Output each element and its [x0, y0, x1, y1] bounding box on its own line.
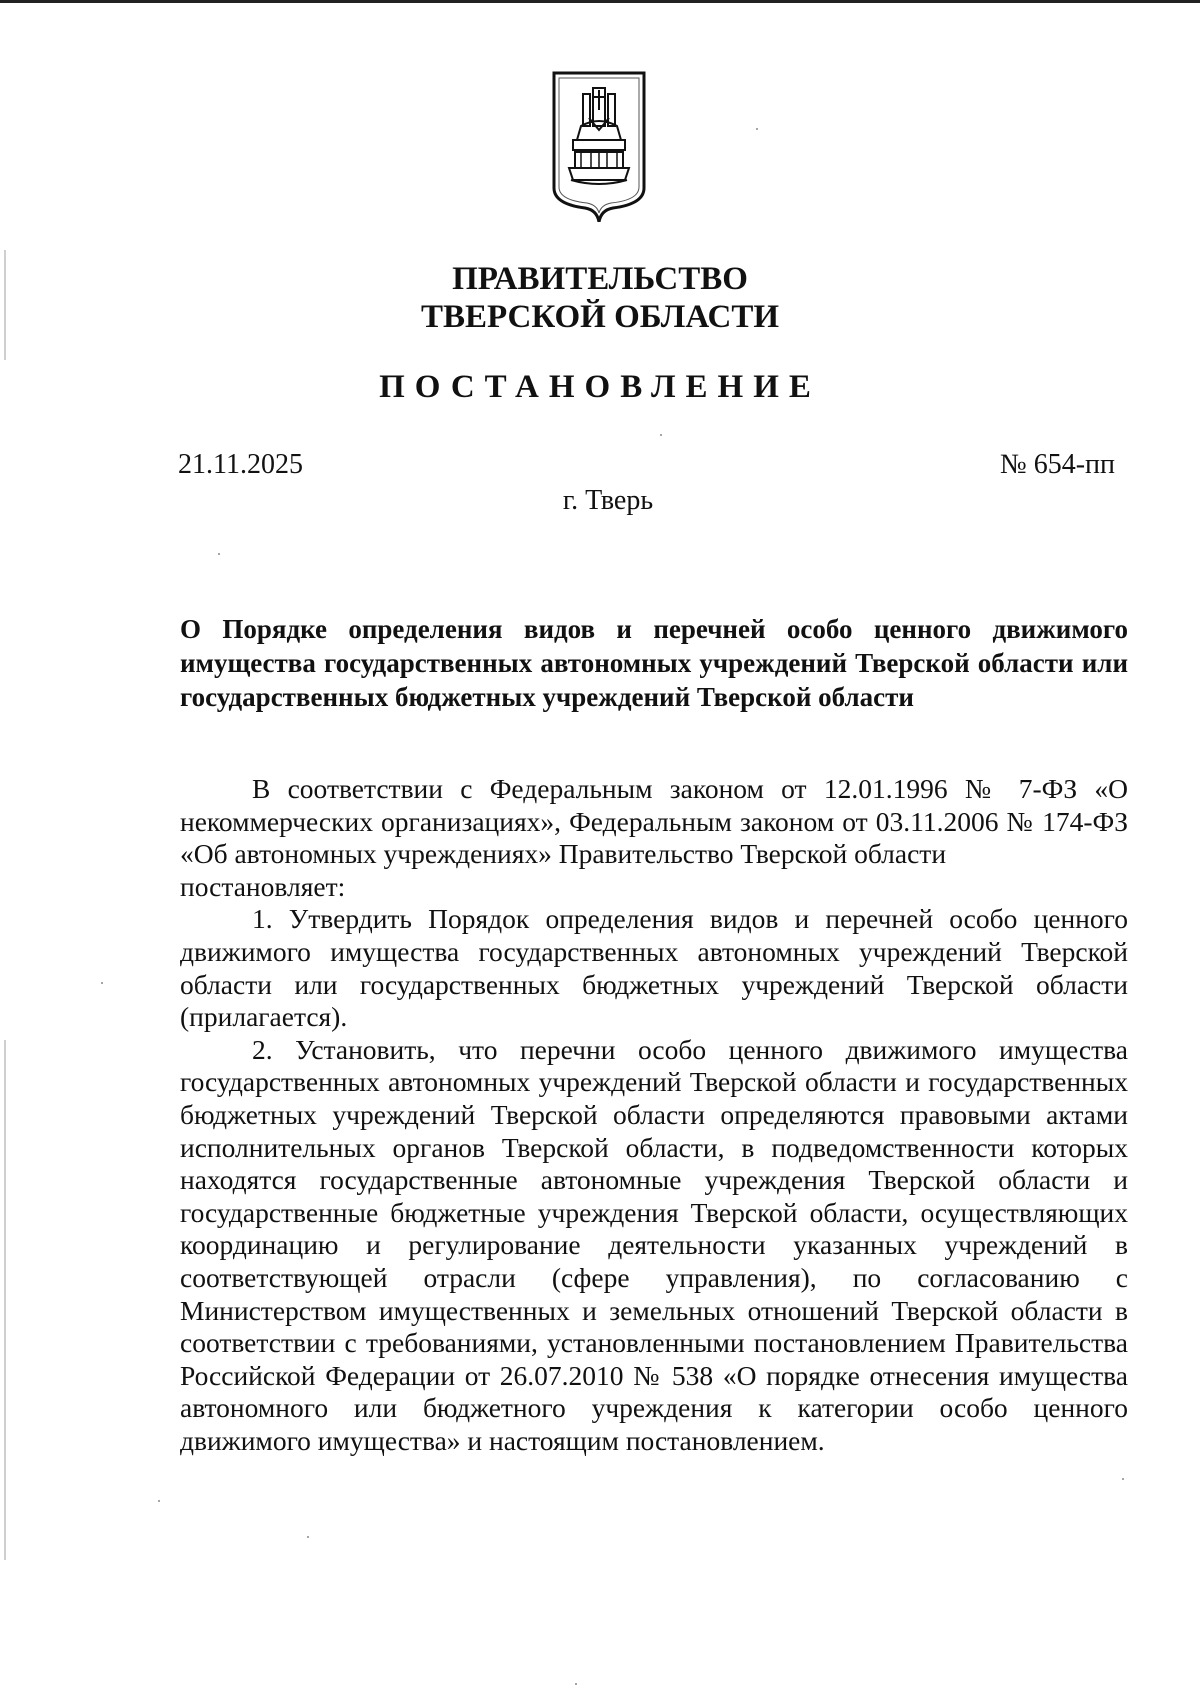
document-body: [180, 773, 1128, 1457]
document-number: № 654-пп: [999, 449, 1115, 480]
scan-edge: [4, 1040, 6, 1560]
issuer-line-2: ТВЕРСКОЙ ОБЛАСТИ: [420, 299, 780, 335]
item-2-paragraph: 2. Установить, что перечни особо ценного движимого имущества государственных автономных учреждений Тверской области и государственных бюджетных учреждений Тверской области определяются правовыми актами исполнительных органов Тверской области, в подведомственности которых находятся государственные автономные учреждения Тверской области и государственные бюджетные учреждения Тверской области, осуществляющих координацию и регулирование деятельности указанных учреждений в соответствующей отрасли (сфере управления), по согласованию с Министерством имущественных и земельных отношений Тверской области в соответствии с требованиями, установленными постановлением Правительства Российской Федерации от 26.07.2010 № 538 «О порядке отнесения имущества автономного или бюджетного учреждения к категории особо ценного движимого имущества» и настоящим постановлением.: [180, 1033, 1128, 1456]
issuer-line-1: ПРАВИТЕЛЬСТВО: [452, 261, 748, 297]
scan-edge: [0, 0, 1200, 3]
document-city: г. Тверь: [562, 485, 654, 516]
document-title: О Порядке определения видов и перечней особо ценного движимого имущества государственных автономных учреждений Тверской области или государственных бюджетных учреждений Тверской области: [180, 614, 1128, 712]
item-1-paragraph: 1. Утвердить Порядок определения видов и перечней особо ценного движимого имущества государственных автономных учреждений Тверской области или государственных бюджетных учреждений Тверской области (прилагается).: [180, 903, 1128, 1033]
preamble-resolves: постановляет:: [180, 870, 346, 902]
coat-of-arms-emblem: [551, 70, 647, 222]
issuer-heading: [0, 260, 1200, 336]
preamble-paragraph: В соответствии с Федеральным законом от 12.01.1996 № 7-ФЗ «О некоммерческих организациях», Федеральным законом от 03.11.2006 № 174-ФЗ «Об автономных учреждениях» Правительство Тверской области: [180, 773, 1128, 870]
document-type: ПОСТАНОВЛЕНИЕ: [379, 369, 821, 405]
document-date: 21.11.2025: [178, 449, 303, 480]
